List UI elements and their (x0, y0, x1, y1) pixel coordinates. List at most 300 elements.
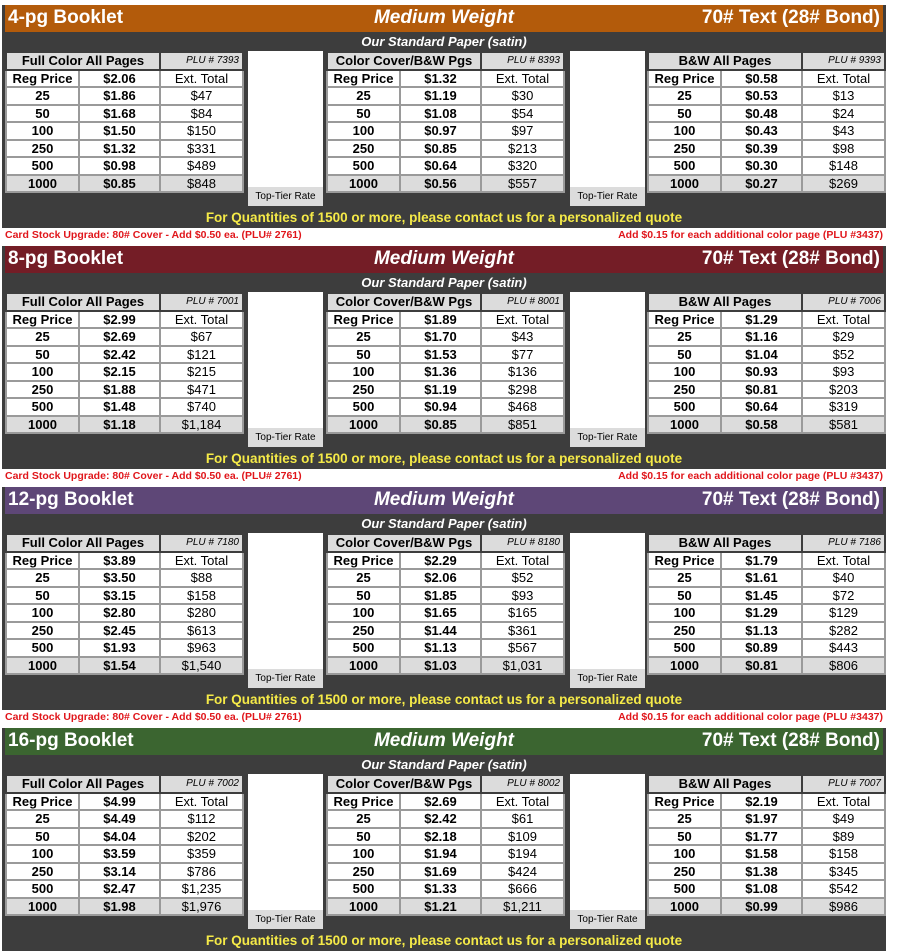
table-group-header (327, 293, 564, 311)
ext-total-cell: $298 (481, 381, 564, 399)
table-row (6, 122, 243, 140)
ext-total-cell: $489 (160, 157, 243, 175)
quantity-cell: 500 (6, 639, 79, 657)
unit-price-cell: $0.94 (400, 398, 481, 416)
reg-price-value: $2.69 (400, 793, 481, 811)
table-row (648, 175, 885, 193)
unit-price-cell: $3.59 (79, 845, 160, 863)
booklet-title: 12-pg Booklet (8, 489, 134, 510)
quantity-cell: 500 (327, 398, 400, 416)
product-name: Full Color All Pages (6, 293, 160, 311)
unit-price-cell: $0.85 (400, 416, 481, 434)
reg-price-value: $0.58 (721, 70, 802, 88)
card-stock-note: Card Stock Upgrade: 80# Cover - Add $0.50 ea. (PLU# 2761) (5, 470, 302, 482)
product-name: Full Color All Pages (6, 775, 160, 793)
unit-price-cell: $1.13 (721, 622, 802, 640)
unit-price-cell: $1.48 (79, 398, 160, 416)
table-row (648, 880, 885, 898)
table-row (327, 863, 564, 881)
unit-price-cell: $1.93 (79, 639, 160, 657)
table-row (648, 657, 885, 675)
ext-total-label: Ext. Total (802, 311, 885, 329)
price-table (5, 292, 244, 434)
reg-price-value: $2.99 (79, 311, 160, 329)
plu-number: PLU # 8002 (481, 775, 564, 793)
booklet-title: 16-pg Booklet (8, 730, 134, 751)
table-row (648, 845, 885, 863)
ext-total-cell: $203 (802, 381, 885, 399)
reg-price-value: $2.29 (400, 552, 481, 570)
table-row (327, 381, 564, 399)
reg-price-label: Reg Price (648, 311, 721, 329)
ext-total-cell: $213 (481, 140, 564, 158)
quantity-cell: 50 (648, 587, 721, 605)
ext-total-cell: $345 (802, 863, 885, 881)
unit-price-cell: $1.97 (721, 810, 802, 828)
plu-number: PLU # 7002 (160, 775, 243, 793)
table-group-header (327, 52, 564, 70)
ext-total-cell: $43 (481, 328, 564, 346)
unit-price-cell: $0.85 (79, 175, 160, 193)
quantity-cell: 100 (327, 122, 400, 140)
plu-number: PLU # 7393 (160, 52, 243, 70)
reg-price-row (6, 70, 243, 88)
price-table (5, 533, 244, 675)
ext-total-label: Ext. Total (802, 552, 885, 570)
ext-total-cell: $136 (481, 363, 564, 381)
quantity-cell: 50 (6, 346, 79, 364)
paper-subtitle: Our Standard Paper (satin) (361, 757, 527, 772)
ext-total-cell: $1,211 (481, 898, 564, 916)
ext-total-cell: $194 (481, 845, 564, 863)
reg-price-row (327, 311, 564, 329)
quantity-cell: 500 (648, 639, 721, 657)
quantity-cell: 250 (648, 381, 721, 399)
table-row (6, 175, 243, 193)
unit-price-cell: $0.58 (721, 416, 802, 434)
top-tier-label: Top-Tier Rate (570, 910, 645, 929)
table-group-header (327, 775, 564, 793)
table-row (6, 346, 243, 364)
spacer-column (247, 51, 323, 206)
table-row (327, 346, 564, 364)
unit-price-cell: $1.65 (400, 604, 481, 622)
ext-total-cell: $851 (481, 416, 564, 434)
ext-total-cell: $740 (160, 398, 243, 416)
ext-total-cell: $269 (802, 175, 885, 193)
quantity-cell: 50 (648, 346, 721, 364)
spacer-column (247, 774, 323, 929)
unit-price-cell: $1.70 (400, 328, 481, 346)
ext-total-cell: $1,540 (160, 657, 243, 675)
ext-total-cell: $1,031 (481, 657, 564, 675)
price-table (647, 292, 886, 434)
ext-total-label: Ext. Total (802, 793, 885, 811)
price-table (5, 51, 244, 193)
price-table (647, 51, 886, 193)
unit-price-cell: $1.08 (400, 105, 481, 123)
unit-price-cell: $0.56 (400, 175, 481, 193)
reg-price-row (648, 311, 885, 329)
reg-price-label: Reg Price (327, 793, 400, 811)
price-table (5, 774, 244, 916)
quantity-cell: 100 (6, 363, 79, 381)
unit-price-cell: $1.32 (79, 140, 160, 158)
quantity-cell: 500 (648, 880, 721, 898)
ext-total-cell: $215 (160, 363, 243, 381)
ext-total-cell: $443 (802, 639, 885, 657)
unit-price-cell: $1.19 (400, 87, 481, 105)
unit-price-cell: $0.85 (400, 140, 481, 158)
table-row (327, 880, 564, 898)
quantity-cell: 100 (648, 363, 721, 381)
reg-price-row (648, 552, 885, 570)
ext-total-cell: $84 (160, 105, 243, 123)
booklet-section (2, 246, 886, 469)
paper-subtitle: Our Standard Paper (satin) (361, 34, 527, 49)
reg-price-label: Reg Price (6, 311, 79, 329)
table-row (327, 622, 564, 640)
reg-price-row (6, 552, 243, 570)
price-table (647, 774, 886, 916)
table-row (6, 622, 243, 640)
reg-price-value: $2.06 (79, 70, 160, 88)
ext-total-cell: $77 (481, 346, 564, 364)
weight-label: Medium Weight (373, 730, 515, 751)
ext-total-cell: $47 (160, 87, 243, 105)
table-row (648, 381, 885, 399)
unit-price-cell: $0.99 (721, 898, 802, 916)
table-row (327, 87, 564, 105)
color-page-note: Add $0.15 for each additional color page (PLU #3437) (618, 711, 883, 723)
booklet-title: 8-pg Booklet (8, 248, 124, 269)
unit-price-cell: $2.80 (79, 604, 160, 622)
quantity-cell: 100 (6, 122, 79, 140)
table-row (648, 87, 885, 105)
quantity-cell: 50 (327, 105, 400, 123)
ext-total-cell: $93 (481, 587, 564, 605)
unit-price-cell: $2.45 (79, 622, 160, 640)
quantity-cell: 25 (648, 87, 721, 105)
quantity-cell: 25 (6, 328, 79, 346)
quantity-cell: 50 (6, 105, 79, 123)
unit-price-cell: $1.36 (400, 363, 481, 381)
bulk-quote-notice: For Quantities of 1500 or more, please contact us for a personalized quote (205, 451, 683, 466)
price-table (326, 51, 565, 193)
ext-total-cell: $24 (802, 105, 885, 123)
quantity-cell: 250 (6, 622, 79, 640)
table-row (327, 569, 564, 587)
quantity-cell: 25 (6, 87, 79, 105)
unit-price-cell: $0.48 (721, 105, 802, 123)
table-row (648, 604, 885, 622)
unit-price-cell: $1.03 (400, 657, 481, 675)
product-name: Color Cover/B&W Pgs (327, 534, 481, 552)
plu-number: PLU # 7001 (160, 293, 243, 311)
ext-total-cell: $89 (802, 828, 885, 846)
table-row (327, 898, 564, 916)
color-page-note: Add $0.15 for each additional color page (PLU #3437) (618, 229, 883, 241)
ext-total-cell: $165 (481, 604, 564, 622)
ext-total-cell: $471 (160, 381, 243, 399)
ext-total-cell: $581 (802, 416, 885, 434)
plu-number: PLU # 8001 (481, 293, 564, 311)
table-row (648, 363, 885, 381)
table-row (648, 828, 885, 846)
paper-spec: 70# Text (28# Bond) (701, 730, 880, 751)
quantity-cell: 25 (648, 328, 721, 346)
quantity-cell: 50 (327, 587, 400, 605)
unit-price-cell: $3.15 (79, 587, 160, 605)
unit-price-cell: $1.98 (79, 898, 160, 916)
unit-price-cell: $1.33 (400, 880, 481, 898)
unit-price-cell: $2.42 (400, 810, 481, 828)
price-tables (2, 51, 886, 208)
quantity-cell: 1000 (648, 175, 721, 193)
unit-price-cell: $1.08 (721, 880, 802, 898)
quantity-cell: 250 (6, 381, 79, 399)
quantity-cell: 500 (327, 880, 400, 898)
unit-price-cell: $2.47 (79, 880, 160, 898)
reg-price-label: Reg Price (648, 70, 721, 88)
card-stock-note: Card Stock Upgrade: 80# Cover - Add $0.50 ea. (PLU# 2761) (5, 711, 302, 723)
unit-price-cell: $3.50 (79, 569, 160, 587)
ext-total-cell: $202 (160, 828, 243, 846)
table-row (6, 639, 243, 657)
table-row (327, 828, 564, 846)
table-row (6, 657, 243, 675)
top-tier-label: Top-Tier Rate (570, 669, 645, 688)
ext-total-cell: $319 (802, 398, 885, 416)
unit-price-cell: $4.49 (79, 810, 160, 828)
quantity-cell: 100 (6, 604, 79, 622)
spacer-column (569, 533, 645, 688)
table-row (327, 398, 564, 416)
plu-number: PLU # 7180 (160, 534, 243, 552)
table-group-header (6, 775, 243, 793)
ext-total-cell: $52 (802, 346, 885, 364)
spacer-column (247, 292, 323, 447)
section-title-bar (5, 5, 883, 32)
ext-total-cell: $29 (802, 328, 885, 346)
plu-number: PLU # 7007 (802, 775, 885, 793)
ext-total-label: Ext. Total (481, 552, 564, 570)
quantity-cell: 250 (327, 863, 400, 881)
table-group-header (648, 52, 885, 70)
quantity-cell: 100 (648, 604, 721, 622)
unit-price-cell: $1.13 (400, 639, 481, 657)
unit-price-cell: $1.21 (400, 898, 481, 916)
price-tables (2, 292, 886, 449)
upgrade-notes (2, 469, 886, 484)
quantity-cell: 100 (327, 845, 400, 863)
quantity-cell: 25 (6, 569, 79, 587)
quantity-cell: 100 (6, 845, 79, 863)
spacer-column (569, 51, 645, 206)
table-row (6, 157, 243, 175)
quantity-cell: 250 (6, 140, 79, 158)
table-row (6, 587, 243, 605)
booklet-section (2, 728, 886, 951)
table-row (6, 898, 243, 916)
ext-total-label: Ext. Total (481, 793, 564, 811)
quantity-cell: 250 (648, 863, 721, 881)
unit-price-cell: $0.64 (400, 157, 481, 175)
ext-total-label: Ext. Total (802, 70, 885, 88)
table-row (327, 105, 564, 123)
ext-total-label: Ext. Total (160, 552, 243, 570)
unit-price-cell: $2.06 (400, 569, 481, 587)
spacer-column (569, 774, 645, 929)
reg-price-value: $1.79 (721, 552, 802, 570)
reg-price-value: $2.19 (721, 793, 802, 811)
table-row (6, 828, 243, 846)
table-row (6, 105, 243, 123)
quantity-cell: 250 (327, 381, 400, 399)
table-row (327, 845, 564, 863)
reg-price-row (327, 552, 564, 570)
ext-total-cell: $67 (160, 328, 243, 346)
ext-total-cell: $557 (481, 175, 564, 193)
quantity-cell: 1000 (6, 898, 79, 916)
quantity-cell: 50 (648, 828, 721, 846)
table-row (648, 587, 885, 605)
quantity-cell: 50 (648, 105, 721, 123)
table-row (327, 810, 564, 828)
top-tier-label: Top-Tier Rate (248, 669, 323, 688)
unit-price-cell: $0.53 (721, 87, 802, 105)
quantity-cell: 500 (6, 398, 79, 416)
ext-total-cell: $40 (802, 569, 885, 587)
quantity-cell: 1000 (6, 416, 79, 434)
quantity-cell: 250 (327, 140, 400, 158)
unit-price-cell: $1.54 (79, 657, 160, 675)
table-row (6, 398, 243, 416)
ext-total-cell: $1,976 (160, 898, 243, 916)
ext-total-cell: $98 (802, 140, 885, 158)
paper-spec: 70# Text (28# Bond) (701, 489, 880, 510)
quantity-cell: 250 (648, 622, 721, 640)
product-name: Full Color All Pages (6, 52, 160, 70)
ext-total-cell: $848 (160, 175, 243, 193)
unit-price-cell: $0.27 (721, 175, 802, 193)
ext-total-cell: $424 (481, 863, 564, 881)
unit-price-cell: $1.94 (400, 845, 481, 863)
unit-price-cell: $0.81 (721, 381, 802, 399)
table-row (648, 122, 885, 140)
upgrade-notes (2, 710, 886, 725)
reg-price-value: $1.29 (721, 311, 802, 329)
table-row (327, 122, 564, 140)
plu-number: PLU # 8393 (481, 52, 564, 70)
table-row (6, 810, 243, 828)
unit-price-cell: $1.19 (400, 381, 481, 399)
reg-price-row (327, 70, 564, 88)
table-row (6, 880, 243, 898)
ext-total-label: Ext. Total (160, 793, 243, 811)
quantity-cell: 1000 (648, 898, 721, 916)
ext-total-label: Ext. Total (481, 70, 564, 88)
quantity-cell: 250 (327, 622, 400, 640)
price-table (647, 533, 886, 675)
bulk-quote-notice: For Quantities of 1500 or more, please contact us for a personalized quote (205, 210, 683, 225)
quantity-cell: 50 (327, 346, 400, 364)
unit-price-cell: $1.69 (400, 863, 481, 881)
quantity-cell: 500 (6, 880, 79, 898)
reg-price-row (648, 793, 885, 811)
table-row (327, 175, 564, 193)
product-name: Full Color All Pages (6, 534, 160, 552)
paper-subtitle: Our Standard Paper (satin) (361, 275, 527, 290)
table-group-header (6, 534, 243, 552)
ext-total-cell: $72 (802, 587, 885, 605)
quantity-cell: 1000 (648, 657, 721, 675)
ext-total-cell: $1,235 (160, 880, 243, 898)
table-row (6, 328, 243, 346)
quantity-cell: 1000 (327, 416, 400, 434)
reg-price-label: Reg Price (327, 70, 400, 88)
table-row (6, 863, 243, 881)
quantity-cell: 25 (648, 810, 721, 828)
price-table (326, 292, 565, 434)
table-row (648, 328, 885, 346)
reg-price-value: $1.89 (400, 311, 481, 329)
table-row (648, 569, 885, 587)
table-row (6, 845, 243, 863)
plu-number: PLU # 7006 (802, 293, 885, 311)
table-row (327, 157, 564, 175)
table-row (648, 863, 885, 881)
price-sheet (2, 2, 886, 951)
unit-price-cell: $1.61 (721, 569, 802, 587)
ext-total-cell: $986 (802, 898, 885, 916)
unit-price-cell: $1.50 (79, 122, 160, 140)
ext-total-label: Ext. Total (160, 311, 243, 329)
table-row (6, 363, 243, 381)
table-row (6, 381, 243, 399)
ext-total-cell: $112 (160, 810, 243, 828)
quantity-cell: 25 (327, 328, 400, 346)
unit-price-cell: $0.93 (721, 363, 802, 381)
table-group-header (6, 293, 243, 311)
table-row (648, 898, 885, 916)
reg-price-row (327, 793, 564, 811)
table-group-header (648, 293, 885, 311)
ext-total-cell: $148 (802, 157, 885, 175)
ext-total-cell: $666 (481, 880, 564, 898)
quantity-cell: 100 (648, 122, 721, 140)
ext-total-cell: $613 (160, 622, 243, 640)
reg-price-label: Reg Price (6, 70, 79, 88)
table-row (6, 569, 243, 587)
table-row (327, 639, 564, 657)
unit-price-cell: $0.30 (721, 157, 802, 175)
ext-total-cell: $320 (481, 157, 564, 175)
table-row (327, 587, 564, 605)
top-tier-label: Top-Tier Rate (570, 187, 645, 206)
color-page-note: Add $0.15 for each additional color page (PLU #3437) (618, 470, 883, 482)
paper-spec: 70# Text (28# Bond) (701, 7, 880, 28)
plu-number: PLU # 7186 (802, 534, 885, 552)
quantity-cell: 50 (6, 828, 79, 846)
ext-total-cell: $567 (481, 639, 564, 657)
spacer-column (247, 533, 323, 688)
ext-total-cell: $542 (802, 880, 885, 898)
product-name: Color Cover/B&W Pgs (327, 293, 481, 311)
section-title-bar (5, 728, 883, 755)
paper-spec: 70# Text (28# Bond) (701, 248, 880, 269)
unit-price-cell: $1.16 (721, 328, 802, 346)
